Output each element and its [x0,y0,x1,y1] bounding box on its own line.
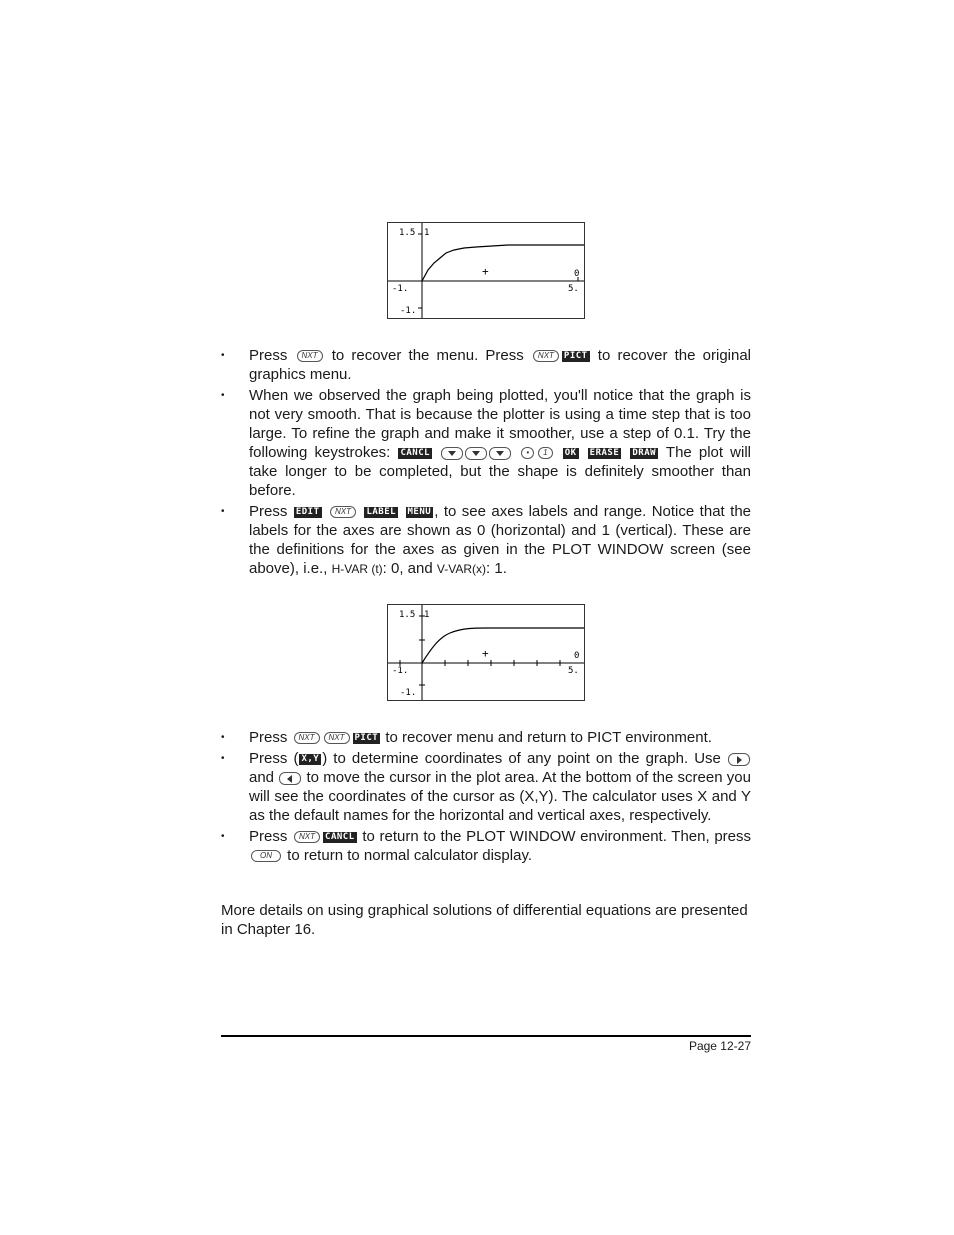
cancl-softkey: CANCL [400,447,431,458]
ymin-label: -1. [400,306,417,316]
bullet-coordinates: • Press ( X,Y ) to determine coordinates of any point on the graph. Use and to move the cursor in the plot area. At the bottom of the screen you will see the coordinates of the cursor as (X,Y). The calculator uses X and Y as the default names for the horizontal and vertical axes, respectively. [221,749,751,825]
draw-softkey: DRAW [632,447,657,458]
one-key: 1 [538,447,552,459]
x-axis-name: 0 [574,269,580,279]
edit-softkey: EDIT [295,506,320,517]
bullet-list-2 [221,728,751,867]
cursor-mark: + [482,647,489,660]
down-arrow-key-icon [465,447,487,460]
xmin-label: -1. [392,284,409,294]
pict-softkey: PICT [354,732,379,743]
bullet-return-plot-window: • Press NXT CANCL to return to the PLOT WINDOW environment. Then, press ON to return to normal calculator display. [221,827,751,865]
pict-softkey: PICT [563,350,588,361]
down-arrow-key-icon [489,447,511,460]
nxt-key: NXT [297,350,323,362]
graph-screenshot-coarse [387,222,585,319]
bullet-axes-labels: • Press EDIT NXT LABEL MENU , to see axes labels and range. Notice that the labels for the axes are shown as 0 (horizontal) and 1 (vertical). These are the definitions for the axes as given in the PLOT WINDOW screen (see above), i.e., H-VAR (t): 0, and V-VAR(x): 1. [221,502,751,579]
solution-curve [422,245,584,281]
x-axis-name: 0 [574,651,580,661]
ymax-label: 1.5 [399,610,416,620]
ymin-label: -1. [400,688,417,698]
nxt-key: NXT [294,831,320,843]
bullet-list-1 [221,346,751,581]
nxt-key: NXT [294,732,320,744]
graph-plot-smooth [388,605,584,700]
page-number: Page 12-27 [688,1039,751,1053]
xmin-label: -1. [392,666,409,676]
nxt-key: NXT [324,732,350,744]
xmax-label: 5. [568,666,579,676]
left-arrow-key-icon [279,772,301,785]
label-softkey: LABEL [366,506,397,517]
on-key: ON [251,850,281,862]
ok-softkey: OK [564,447,577,458]
bullet-return-pict: • Press NXT NXT PICT to recover menu and return to PICT environment. [221,728,751,747]
xmax-label: 5. [568,284,579,294]
cancl-softkey: CANCL [325,831,355,842]
bullet-recover-menu: • Press NXT to recover the menu. Press NXT PICT to recover the original graphics menu. [221,346,751,384]
closing-paragraph: More details on using graphical solutions of differential equations are presented in Chapter 16. [221,902,748,938]
cursor-mark: + [482,265,489,278]
bullet-refine-graph: • When we observed the graph being plotted, you'll notice that the graph is not very smooth. That is because the plotter is using a time step that is too large. To refine the graph and make it smoother, use a step of 0.1. Try the following keystrokes: CANCL • 1 OK ERASE DRAW The plot will take longer to be completed, but the shape is definitely smoother than before. [221,386,751,500]
nxt-key: NXT [330,506,356,518]
xy-softkey: X,Y [301,753,320,764]
y-axis-name: 1 [424,228,430,238]
right-arrow-key-icon [728,753,750,766]
erase-softkey: ERASE [589,447,620,458]
nxt-key: NXT [533,350,559,362]
dot-key: • [521,447,534,459]
ymax-label: 1.5 [399,228,416,238]
footer-rule [221,1035,751,1037]
down-arrow-key-icon [441,447,463,460]
solution-curve [422,628,584,663]
menu-softkey: MENU [407,506,432,517]
y-axis-name: 1 [424,610,430,620]
graph-plot-coarse [388,223,584,318]
graph-screenshot-smooth [387,604,585,701]
